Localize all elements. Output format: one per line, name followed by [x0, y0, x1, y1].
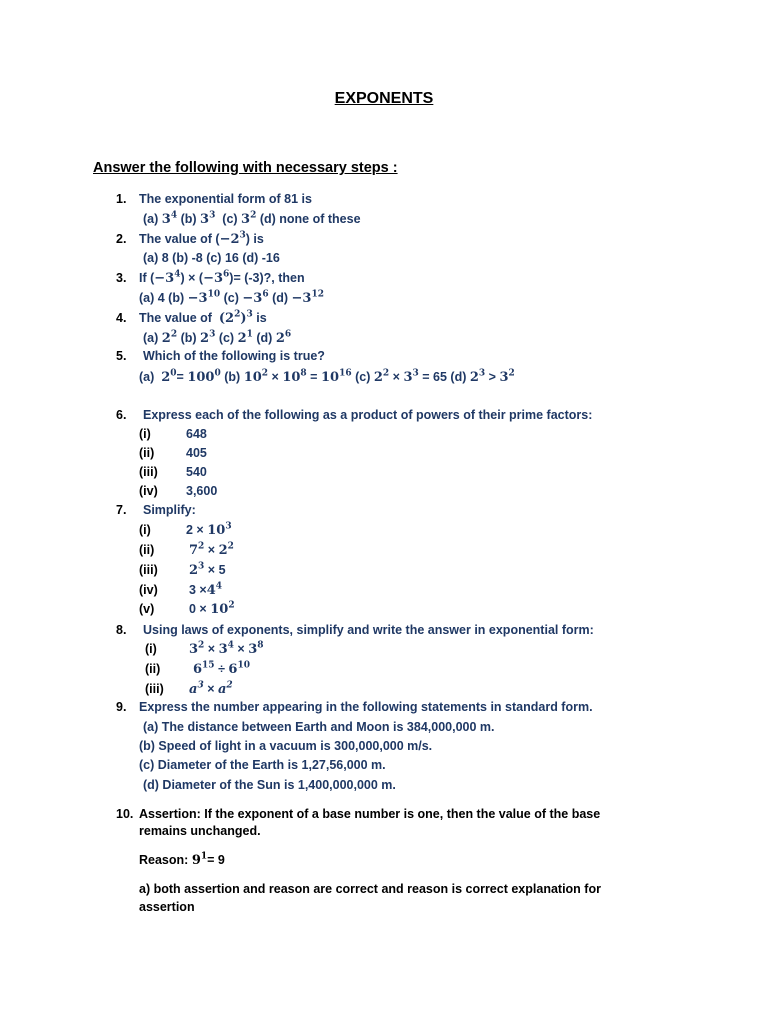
instructions-heading: Answer the following with necessary steps : [93, 160, 398, 176]
page-title: EXPONENTS [334, 90, 434, 107]
